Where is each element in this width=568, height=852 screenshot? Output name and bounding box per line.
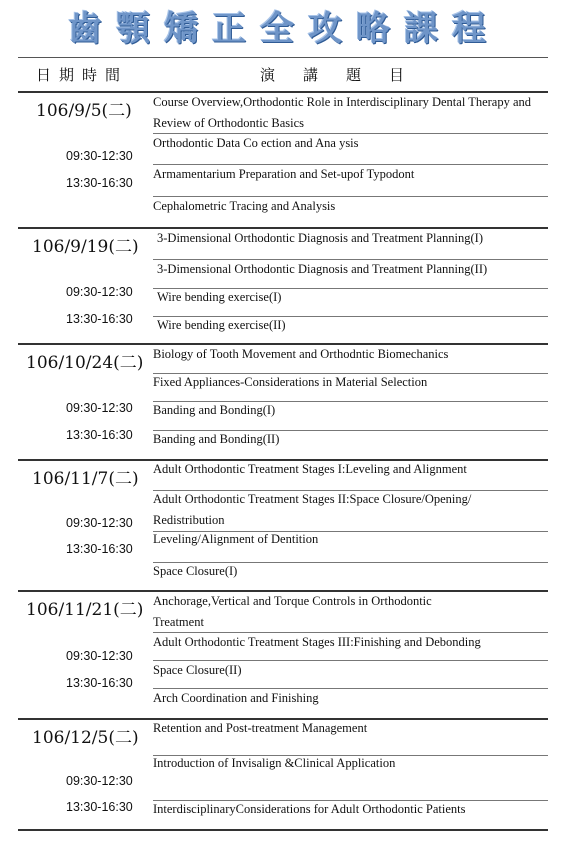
topic-item: InterdisciplinaryConsiderations for Adult Orthodontic Patients [153,802,466,816]
topic-item: Banding and Bonding(II) [153,432,280,446]
topic-item: 3-Dimensional Orthodontic Diagnosis and Treatment Planning(II) [157,262,488,276]
session-time-pm: 13:30-16:30 [66,800,133,814]
session-time-pm: 13:30-16:30 [66,676,133,690]
topic-item: Adult Orthodontic Treatment Stages I:Leveling and Alignment [153,462,467,476]
session-time-am: 09:30-12:30 [66,401,133,415]
session-time-am: 09:30-12:30 [66,774,133,788]
session-time-am: 09:30-12:30 [66,516,133,530]
topic-item: Cephalometric Tracing and Analysis [153,199,336,213]
session-date: 106/11/21(二) [26,600,144,620]
session-date: 106/9/5(二) [36,101,132,121]
table-bottom-rule [18,829,548,831]
topic-item: 3-Dimensional Orthodontic Diagnosis and Treatment Planning(I) [157,231,484,245]
title-text: 齒顎矯正全攻略課程 [68,8,500,49]
session-time-pm: 13:30-16:30 [66,312,133,326]
topic-item: Orthodontic Data Co ection and Ana ysis [153,136,359,150]
session-block [18,343,548,459]
header-top-rule [18,57,548,58]
session-time-pm: 13:30-16:30 [66,176,133,190]
topic-item: Armamentarium Preparation and Set-upof Typodont [153,167,415,181]
page-title [0,0,568,50]
column-header-date-time: 日期時間 [36,66,129,84]
topic-item: Wire bending exercise(I) [157,290,282,304]
session-block [18,590,548,718]
topic-item: Banding and Bonding(I) [153,403,276,417]
topic-item: Retention and Post-treatment Management [153,721,368,735]
topic-item: Anchorage,Vertical and Torque Controls in Orthodontic Treatment [153,594,432,629]
session-time-pm: 13:30-16:30 [66,542,133,556]
topic-item: Leveling/Alignment of Dentition [153,532,319,546]
topic-item: Course Overview,Orthodontic Role in Interdisciplinary Dental Therapy and Review of Orthodontic Basics [153,95,532,130]
topic-item: Space Closure(II) [153,663,242,677]
session-time-pm: 13:30-16:30 [66,428,133,442]
session-block [18,91,548,227]
topic-item: Biology of Tooth Movement and Orthodntic Biomechanics [153,347,449,361]
topic-item: Space Closure(I) [153,564,238,578]
topic-item: Fixed Appliances-Considerations in Material Selection [153,375,428,389]
session-date: 106/10/24(二) [26,353,144,373]
topic-item: Adult Orthodontic Treatment Stages II:Space Closure/Opening/ Redistribution [153,492,472,527]
session-date: 106/9/19(二) [32,237,139,257]
topic-item: Wire bending exercise(II) [157,318,286,332]
session-date: 106/12/5(二) [32,728,139,748]
column-header-topic: 演講題目 [260,66,433,84]
session-time-am: 09:30-12:30 [66,149,133,163]
session-time-am: 09:30-12:30 [66,285,133,299]
session-block [18,718,548,829]
session-block [18,459,548,590]
topic-item: Arch Coordination and Finishing [153,691,319,705]
session-date: 106/11/7(二) [32,469,139,489]
topic-item: Adult Orthodontic Treatment Stages III:Finishing and Debonding [153,635,481,649]
session-block [18,227,548,343]
session-time-am: 09:30-12:30 [66,649,133,663]
topic-item: Introduction of Invisalign &Clinical Application [153,756,396,770]
